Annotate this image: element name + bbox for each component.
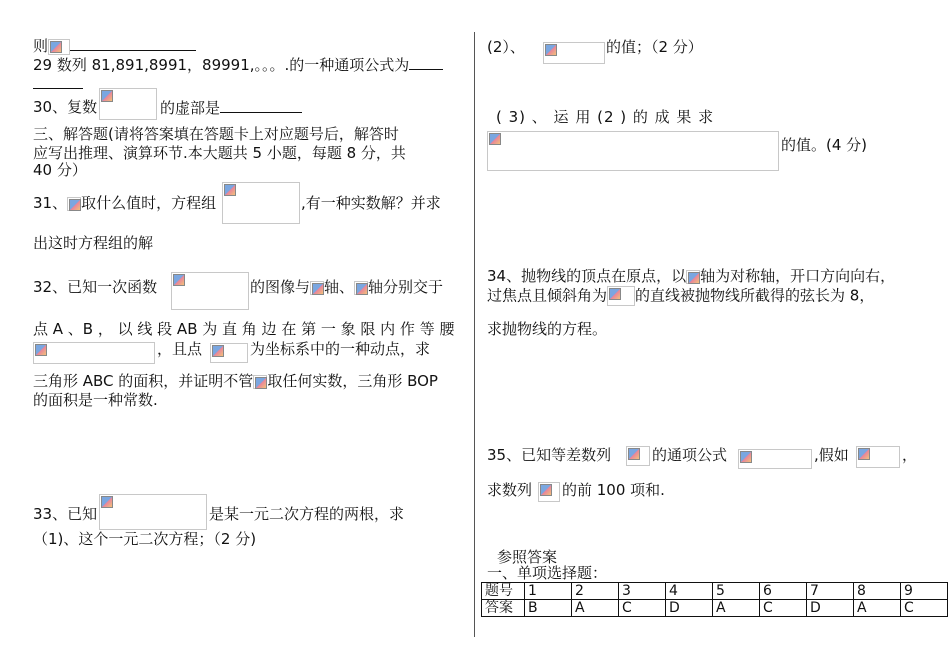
formula-image xyxy=(738,449,812,469)
part3-expression-image xyxy=(487,131,779,171)
linear-function-image xyxy=(171,272,249,310)
question-33-part3: ( 3) 、 运 用 (2 ) 的 成 果 求 xyxy=(496,108,715,126)
angle-image xyxy=(607,286,635,306)
sequence-image xyxy=(626,446,650,466)
table-cell: 1 xyxy=(525,583,572,600)
question-32-dynamic: 为坐标系中的一种动点，求 xyxy=(250,340,431,358)
axis-x-image xyxy=(686,270,700,284)
question-33-part1: （1)、这个一元二次方程；（2 分) xyxy=(33,530,257,548)
formula-image xyxy=(48,39,70,55)
expression-image xyxy=(543,42,605,64)
question-34: 34、抛物线的顶点在原点，以 轴为对称轴，开口方向向右， xyxy=(487,267,896,285)
answer-table xyxy=(481,582,948,617)
question-35: 35、已知等差数列 xyxy=(487,446,612,464)
question-32-line5: 的面积是一种常数. xyxy=(33,391,158,409)
table-cell: 7 xyxy=(807,583,854,600)
question-31-tail: ,有一种实数解？并求 xyxy=(301,194,441,212)
question-33-part2-tail: 的值；（2 分） xyxy=(606,38,703,56)
question-34-line3: 求抛物线的方程。 xyxy=(487,320,608,338)
table-cell: 5 xyxy=(713,583,760,600)
reference-answers-title: 参照答案 xyxy=(497,548,558,566)
table-cell: D xyxy=(666,600,713,617)
line-ze: 则 xyxy=(33,36,196,55)
table-header-cell: 答案 xyxy=(482,600,525,617)
question-32: 32、已知一次函数 xyxy=(33,278,158,296)
section-3-line3: 40 分） xyxy=(33,161,87,179)
question-29: 29 数列 81,891,8991，89991,。。。.的一种通项公式为 xyxy=(33,55,443,74)
answer-blank xyxy=(33,74,83,89)
question-35-comma: ， xyxy=(902,446,918,464)
table-cell: C xyxy=(760,600,807,617)
table-row xyxy=(482,600,948,617)
condition-image xyxy=(856,446,900,468)
question-31: 31、 取什么值时，方程组 xyxy=(33,194,217,212)
table-cell: B xyxy=(525,600,572,617)
table-cell: C xyxy=(619,600,666,617)
point-p-image xyxy=(210,343,248,363)
section-3-line2: 应写出推理、演算环节.本大题共 5 小题，每题 8 分，共 xyxy=(33,144,406,162)
axis-x-image xyxy=(310,281,324,295)
question-34-line2: 过焦点且倾斜角为 的直线被抛物线所截得的弦长为 8， xyxy=(487,286,875,305)
question-35-mid: 的通项公式 xyxy=(652,446,728,464)
complex-number-image xyxy=(99,88,157,120)
table-cell: 8 xyxy=(854,583,901,600)
column-divider xyxy=(474,32,475,637)
triangle-condition-image xyxy=(33,342,155,364)
answer-blank xyxy=(220,98,302,113)
question-33: 33、已知 xyxy=(33,505,98,523)
variable-image xyxy=(253,375,267,389)
answer-blank xyxy=(70,36,196,51)
question-33-part2: (2）、 xyxy=(487,38,525,56)
question-33-part3-tail: 的值。(4 分) xyxy=(781,136,868,154)
question-32-point: ，且点 xyxy=(157,340,203,358)
question-35-line2: 求数列 xyxy=(487,481,533,499)
table-cell: 9 xyxy=(901,583,948,600)
table-cell: C xyxy=(901,600,948,617)
roots-image xyxy=(99,494,207,530)
question-30-tail: 的虚部是 xyxy=(160,98,302,117)
answer-blank xyxy=(409,55,443,70)
question-29-blank xyxy=(33,74,83,93)
question-31-line2: 出这时方程组的解 xyxy=(33,234,154,252)
table-cell: D xyxy=(807,600,854,617)
table-header-cell: 题号 xyxy=(482,583,525,600)
question-30: 30、复数 xyxy=(33,98,98,116)
table-cell: 3 xyxy=(619,583,666,600)
table-cell: 2 xyxy=(572,583,619,600)
table-cell: 6 xyxy=(760,583,807,600)
section-3-line1: 三、解答题(请将答案填在答题卡上对应题号后，解答时 xyxy=(33,125,399,143)
sequence-image xyxy=(538,482,560,502)
question-32-line4: 三角形 ABC 的面积，并证明不管 取任何实数，三角形 BOP xyxy=(33,372,438,390)
table-cell: A xyxy=(713,600,760,617)
question-35-if: ,假如 xyxy=(814,446,849,464)
table-cell: 4 xyxy=(666,583,713,600)
table-row xyxy=(482,583,948,600)
question-32-mid: 的图像与 轴、 轴分别交于 xyxy=(250,278,444,296)
section-1-title: 一、单项选择题： xyxy=(487,564,608,582)
question-33-tail: 是某一元二次方程的两根，求 xyxy=(209,505,405,523)
axis-y-image xyxy=(354,281,368,295)
question-32-line2: 点 A 、B ， 以 线 段 AB 为 直 角 边 在 第 一 象 限 内 作 等 腰 xyxy=(33,320,455,338)
table-cell: A xyxy=(854,600,901,617)
table-cell: A xyxy=(572,600,619,617)
question-35-line2-tail: 的前 100 项和. xyxy=(562,481,665,499)
variable-image xyxy=(67,197,81,211)
equation-system-image xyxy=(222,182,300,224)
